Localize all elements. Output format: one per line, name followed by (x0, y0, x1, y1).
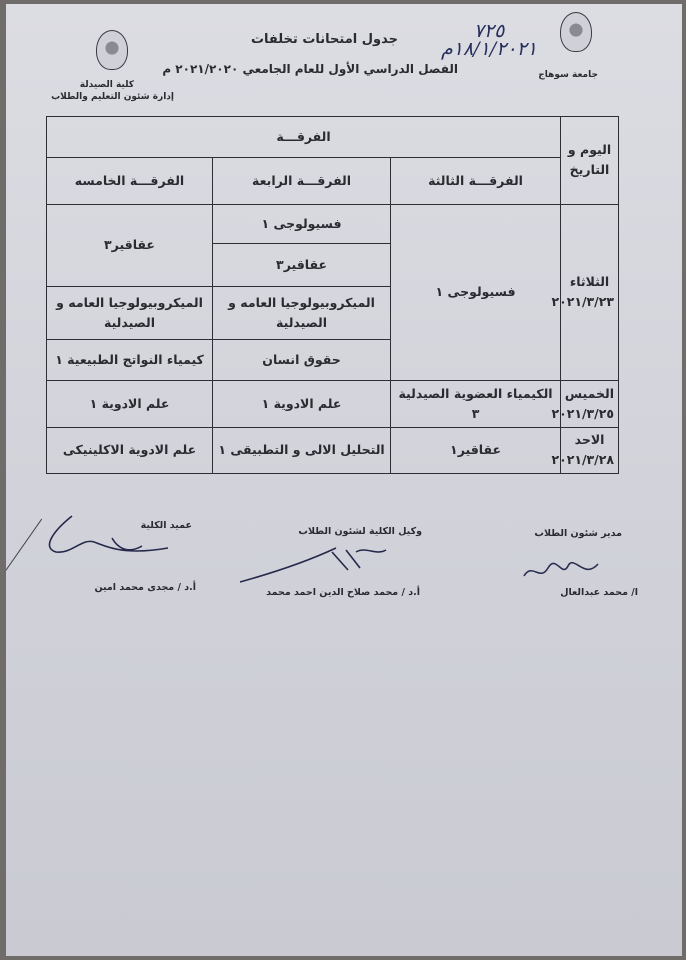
day3-name: الاحد (574, 432, 605, 448)
day3-fifth: علم الادوية الاكلينيكى (47, 427, 213, 473)
vice-dean-signature (236, 542, 396, 588)
day1-fifth-1: عقاقير٣ (47, 204, 213, 286)
day1-name: الثلاثاء (569, 274, 610, 290)
day2-date: ٢٠٢١/٣/٢٥ (551, 405, 615, 421)
day2-name: الخميس (564, 385, 615, 401)
day1-date: ٢٠٢١/٣/٢٣ (551, 294, 615, 310)
exam-schedule-table (46, 116, 619, 474)
handwritten-date: ١٨/١/٢٠٢١م (440, 38, 537, 60)
pharmacy-faculty-logo (96, 30, 128, 70)
vice-dean-name: أ.د / محمد صلاح الدين احمد محمد (266, 587, 420, 598)
day1-fourth-3: الميكروبيولوجيا العامه و الصيدلية (213, 286, 391, 339)
day1-fifth-2: الميكروبيولوجيا العامه و الصيدلية (47, 286, 213, 339)
day3-fourth: التحليل الالى و التطبيقى ١ (213, 427, 391, 473)
day2-fifth: علم الادوية ١ (47, 380, 213, 427)
day1-fifth-3: كيمياء النواتج الطبيعية ١ (47, 339, 213, 380)
affairs-manager-title: مدير شئون الطلاب (534, 528, 622, 539)
faculty-name: كلية الصيدلة (79, 80, 134, 90)
document-title: جدول امتحانات تخلفات (250, 32, 398, 47)
day2-fourth: علم الادوية ١ (213, 380, 391, 427)
margin-pen-stroke (6, 519, 42, 585)
vice-dean-title: وكيل الكلية لشئون الطلاب (298, 526, 422, 537)
day1-third: فسيولوجى ١ (391, 204, 561, 380)
day-date-header: اليوم و التاريخ (561, 117, 619, 205)
university-name: جامعة سوهاج (538, 70, 598, 80)
col-fifth-year: الفرقـــة الخامسه (47, 157, 213, 204)
handwritten-reference (434, 22, 544, 62)
day3-date: ٢٠٢١/٣/٢٨ (551, 452, 615, 468)
dean-signature (42, 508, 182, 570)
day2-cell (551, 380, 619, 427)
day3-third: عقاقير١ (391, 427, 561, 473)
department-name: إدارة شئون التعليم والطلاب (51, 92, 174, 102)
group-header: الفرقـــة (47, 117, 561, 158)
affairs-manager-name: ا/ محمد عبدالعال (560, 587, 638, 598)
col-fourth-year: الفرقـــة الرابعة (213, 157, 391, 204)
day2-third: الكيمياء العضوية الصيدلية ٣ (391, 380, 561, 427)
document-subtitle: الفصل الدراسي الأول للعام الجامعي ٢٠٢١/٢٠٢٠ م (162, 62, 458, 76)
sohag-university-logo (560, 12, 592, 52)
day1-fourth-4: حقوق انسان (213, 339, 391, 380)
affairs-manager-signature (518, 552, 604, 588)
day3-cell (551, 427, 619, 473)
col-third-year: الفرقـــة الثالثة (391, 157, 561, 204)
day1-cell (551, 204, 619, 380)
dean-title: عميد الكلية (140, 520, 192, 531)
handwritten-ref-number: ٧٢٥ (473, 20, 505, 42)
day1-fourth-2: عقاقير٣ (213, 243, 391, 286)
dean-name: أ.د / مجدى محمد امين (94, 582, 196, 593)
day1-fourth-1: فسيولوجى ١ (213, 204, 391, 243)
document-page (6, 4, 682, 956)
